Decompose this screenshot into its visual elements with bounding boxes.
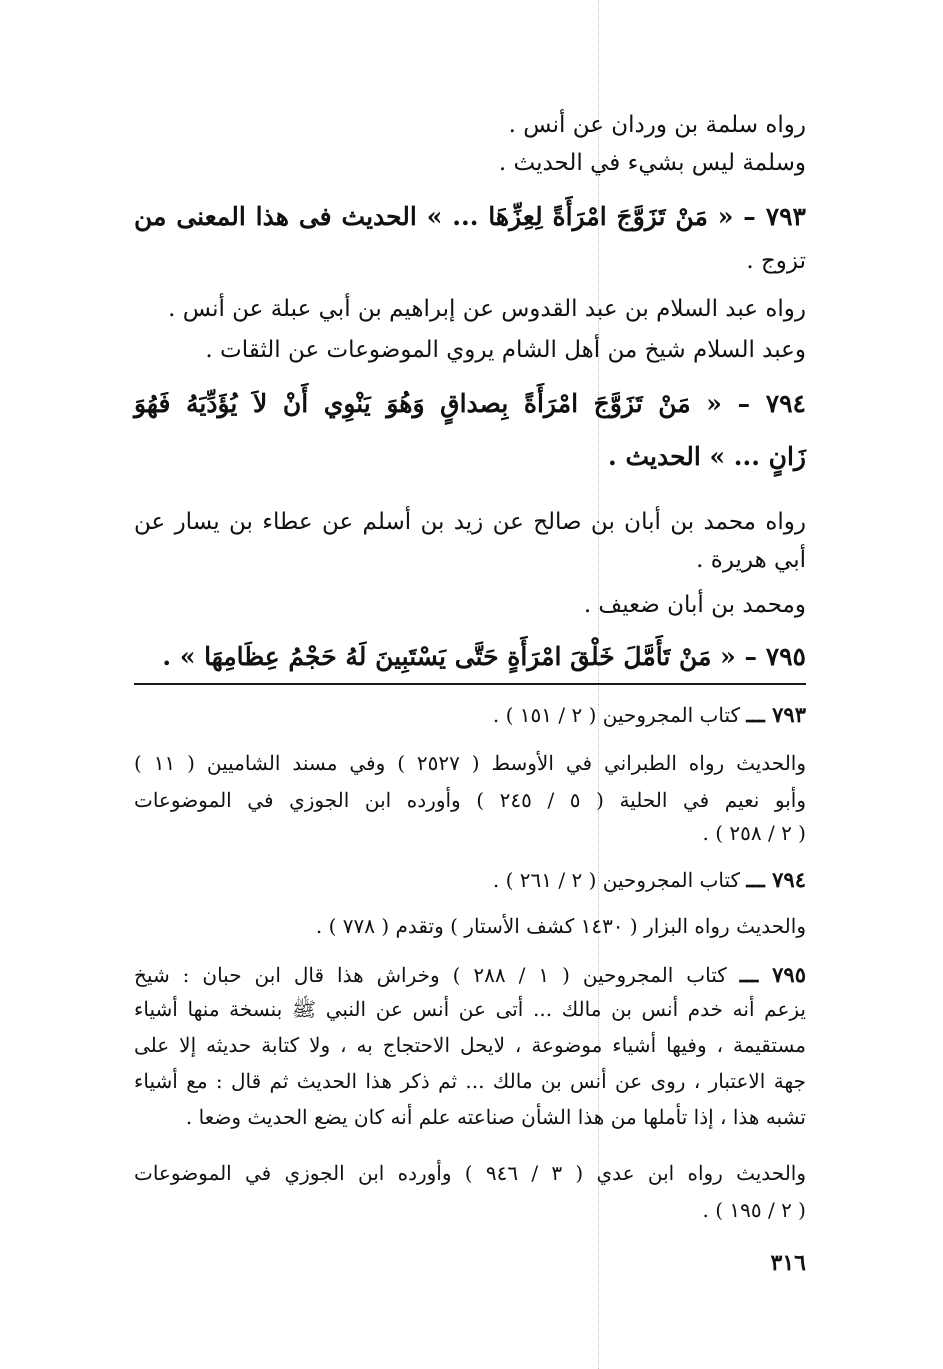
footnote-794-number: ٧٩٤ ـــ	[746, 867, 806, 892]
page-number: ٣١٦	[770, 1250, 806, 1276]
footnote-795-number: ٧٩٥ ـــ	[739, 962, 806, 987]
footnote-795-line-6: والحديث رواه ابن عدي ( ٣ / ٩٤٦ ) وأورده ابن الجوزي في الموضوعات	[134, 1161, 807, 1185]
footnote-794-line-2: والحديث رواه البزار ( ١٤٣٠ كشف الأستار ) وتقدم ( ٧٧٨ ) .	[315, 914, 806, 938]
entry-795-text: « مَنْ تَأَمَّلَ خَلْقَ امْرَأَةٍ حَتَّى يَسْتَبِينَ لَهُ حَجْمُ عِظَامِهَا » .	[162, 642, 736, 671]
footnote-795-line-2: يزعم أنه خدم أنس بن مالك ... أتى عن أنس عن النبي ﷺ بنسخة منها أشياء	[134, 997, 806, 1021]
entry-794-note: ومحمد بن أبان ضعيف .	[583, 592, 806, 618]
entry-793-note: وعبد السلام شيخ من أهل الشام يروي الموضوعات عن الثقات .	[205, 337, 806, 363]
entry-795-heading	[126, 636, 806, 678]
entry-794-number: ٧٩٤ –	[737, 389, 806, 418]
entry-794-heading	[134, 383, 806, 425]
entry-795-number: ٧٩٥ –	[744, 642, 806, 671]
footnote-793-number: ٧٩٣ ـــ	[746, 702, 806, 727]
footnote-795-line-1	[134, 958, 806, 992]
footnote-794-line-1	[126, 863, 806, 897]
footnote-793-line-2: والحديث رواه الطبراني في الأوسط ( ٢٥٢٧ ) وفي مسند الشاميين ( ١١ )	[134, 751, 806, 775]
footnote-divider	[134, 683, 806, 685]
entry-793-text-continued: تزوج .	[746, 248, 806, 274]
entry-792-narration: رواه سلمة بن وردان عن أنس .	[508, 112, 806, 138]
entry-794-narration: رواه محمد بن أبان بن صالح عن زيد بن أسلم عن عطاء بن يسار عن	[134, 509, 806, 535]
entry-793-narration: رواه عبد السلام بن عبد القدوس عن إبراهيم بن أبي عبلة عن أنس .	[168, 296, 806, 322]
footnote-793-line-4: ( ٢ / ٢٥٨ ) .	[702, 821, 806, 845]
footnote-793-line-3: وأبو نعيم في الحلية ( ٥ / ٢٤٥ ) وأورده ابن الجوزي في الموضوعات	[134, 788, 807, 812]
footnote-795-source: كتاب المجروحين ( ١ / ٢٨٨ ) وخراش هذا قال ابن حبان : شيخ	[134, 963, 727, 987]
entry-793-number: ٧٩٣ –	[743, 202, 806, 231]
footnote-795-line-3: مستقيمة ، وفيها أشياء موضوعة ، لايحل الاحتجاج به ، ولا كتابة حديثه إلا على	[134, 1033, 806, 1057]
footnote-793-source: كتاب المجروحين ( ٢ / ١٥١ ) .	[492, 703, 741, 727]
entry-793-text: « مَنْ تَزَوَّجَ امْرَأَةً لِعِزِّهَا ... » الحديث فى هذا المعنى من	[134, 202, 734, 231]
footnote-795-line-7: ( ٢ / ١٩٥ ) .	[702, 1198, 806, 1222]
entry-794-text-continued: زَانٍ ... » الحديث .	[608, 442, 806, 471]
footnote-795-line-5: تشبه هذا ، إذا تأملها من هذا الشأن صناعته علم أنه كان يضع الحديث وضعا .	[185, 1105, 806, 1129]
footnote-793-line-1	[126, 698, 806, 732]
entry-793-heading	[134, 196, 806, 238]
entry-794-narration-continued: أبي هريرة .	[696, 547, 806, 573]
footnote-794-source: كتاب المجروحين ( ٢ / ٢٦١ ) .	[492, 868, 741, 892]
entry-792-note: وسلمة ليس بشيء في الحديث .	[498, 150, 806, 176]
entry-794-text: « مَنْ تَزَوَّجَ امْرَأَةً بِصداقٍ وَهُوَ يَنْوِي أَنْ لاَ يُؤَدِّيَهُ فَهُوَ	[134, 389, 722, 418]
footnote-795-line-4: جهة الاعتبار ، روى عن أنس بن مالك ... ثم ذكر هذا الحديث ثم قال : مع أشياء	[134, 1069, 806, 1093]
